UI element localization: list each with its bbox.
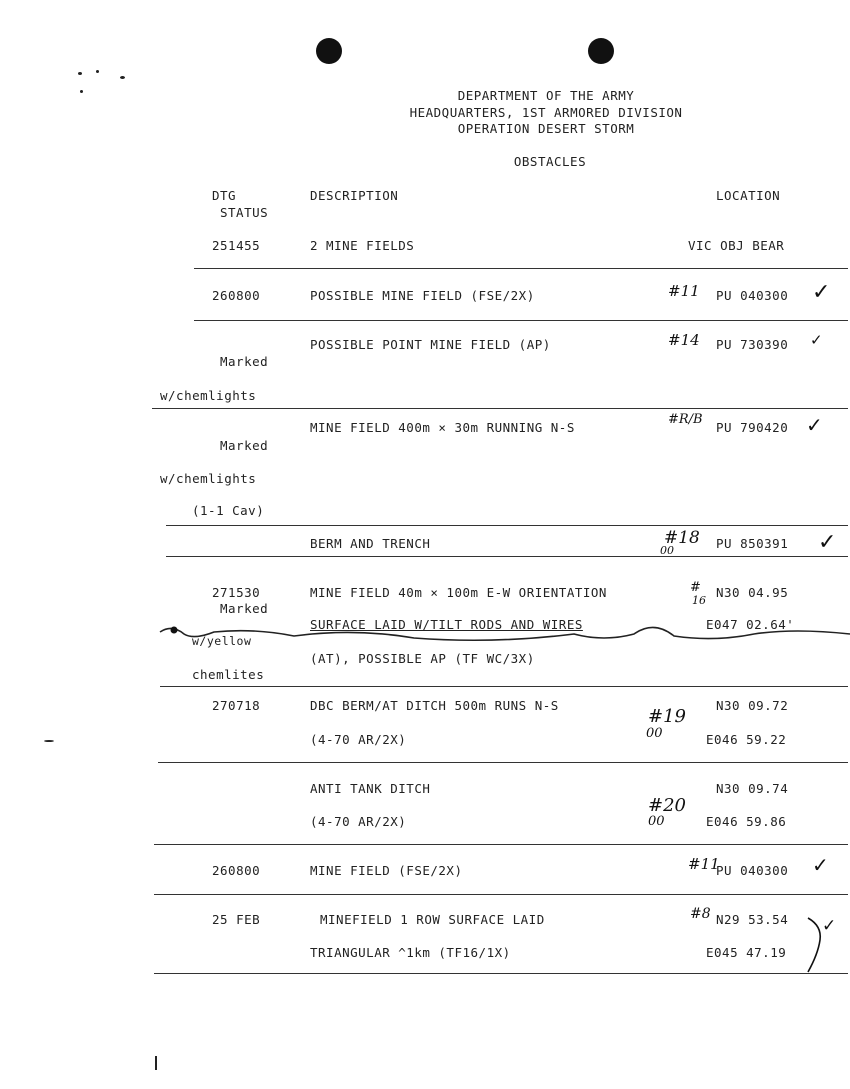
- row4-desc: MINE FIELD 400m × 30m RUNNING N-S: [310, 420, 575, 435]
- row4-loc: PU 790420: [716, 420, 789, 435]
- hq-line: HEADQUARTERS, 1ST ARMORED DIVISION: [409, 105, 683, 120]
- row8-desc-1: ANTI TANK DITCH: [310, 781, 431, 796]
- row7-desc-2: (4-70 AR/2X): [310, 732, 407, 747]
- punch-hole-left: [316, 38, 342, 64]
- row9-loc: PU 040300: [716, 863, 789, 878]
- row6-note-sub: 16: [692, 594, 706, 607]
- row6-dtg: 271530: [212, 585, 261, 600]
- row2-note: #11: [668, 282, 700, 300]
- row2-desc: POSSIBLE MINE FIELD (FSE/2X): [310, 288, 535, 303]
- row-divider: [154, 844, 848, 845]
- row3-note: #14: [668, 331, 700, 349]
- row7-loc-1: N30 09.72: [716, 698, 789, 713]
- dept-line: DEPARTMENT OF THE ARMY: [457, 88, 635, 103]
- row-divider: [166, 525, 848, 526]
- row6-loc-1: N30 04.95: [716, 585, 789, 600]
- row5-desc: BERM AND TRENCH: [310, 536, 431, 551]
- row8-loc-2: E046 59.86: [706, 814, 787, 829]
- row5-note: #18: [664, 528, 700, 548]
- row9-note: #11: [688, 855, 720, 873]
- row2-dtg: 260800: [212, 288, 261, 303]
- row-divider: [154, 894, 848, 895]
- row2-check: ✓: [812, 280, 831, 305]
- row-divider: [194, 320, 848, 321]
- row7-loc-2: E046 59.22: [706, 732, 787, 747]
- row4-status-1: Marked: [220, 438, 269, 453]
- scan-speck: [80, 90, 83, 93]
- punch-hole-right: [588, 38, 614, 64]
- row3-loc: PU 730390: [716, 337, 789, 352]
- page-title: OBSTACLES: [513, 154, 587, 169]
- handwritten-scribble: [160, 620, 850, 640]
- row8-note: #20: [648, 795, 686, 816]
- row8-desc-2: (4-70 AR/2X): [310, 814, 407, 829]
- row4-note: #R/B: [668, 412, 703, 427]
- row6-status-3: chemlites: [192, 667, 265, 682]
- scan-speck: [44, 740, 54, 742]
- row4-status-2: w/chemlights: [160, 471, 257, 486]
- row6-status-1: Marked: [220, 601, 269, 616]
- row-divider: [160, 686, 848, 687]
- row6-status-2: w/yellow: [192, 634, 252, 648]
- scan-speck: [78, 72, 82, 75]
- row7-desc-1: DBC BERM/AT DITCH 500m RUNS N-S: [310, 698, 559, 713]
- row6-desc-2: SURFACE LAID W/TILT RODS AND WIRES: [310, 617, 583, 632]
- row8-note-sub: 00: [648, 814, 665, 829]
- col-location: LOCATION: [716, 188, 781, 203]
- col-description: DESCRIPTION: [310, 188, 399, 203]
- row3-check: ✓: [810, 331, 824, 349]
- row7-note-sub: 00: [646, 726, 663, 741]
- row4-check: ✓: [806, 413, 824, 437]
- row4-status-3: (1-1 Cav): [192, 503, 265, 518]
- row1-loc: VIC OBJ BEAR: [688, 238, 785, 253]
- col-dtg: DTG: [212, 188, 237, 203]
- row-divider: [166, 556, 848, 557]
- col-status: STATUS: [220, 205, 269, 220]
- row10-note: #8: [690, 906, 711, 922]
- scan-speck: [155, 1056, 157, 1070]
- row-divider: [158, 762, 848, 763]
- row1-dtg: 251455: [212, 238, 261, 253]
- row10-desc-1: MINEFIELD 1 ROW SURFACE LAID: [320, 912, 545, 927]
- row9-desc: MINE FIELD (FSE/2X): [310, 863, 463, 878]
- row7-dtg: 270718: [212, 698, 261, 713]
- row6-loc-2: E047 02.64': [706, 617, 795, 632]
- row7-note: #19: [648, 706, 686, 727]
- row10-dtg: 25 FEB: [212, 912, 261, 927]
- row3-desc: POSSIBLE POINT MINE FIELD (AP): [310, 337, 551, 352]
- row1-desc: 2 MINE FIELDS: [310, 238, 415, 253]
- scan-speck: [120, 76, 125, 79]
- row10-loc-2: E045 47.19: [706, 945, 787, 960]
- row2-loc: PU 040300: [716, 288, 789, 303]
- row9-dtg: 260800: [212, 863, 261, 878]
- row6-desc-3: (AT), POSSIBLE AP (TF WC/3X): [310, 651, 535, 666]
- scan-speck: [96, 70, 99, 73]
- operation-line: OPERATION DESERT STORM: [457, 121, 635, 136]
- row5-note-sub: 00: [660, 544, 674, 557]
- row10-loc-1: N29 53.54: [716, 912, 789, 927]
- row10-desc-2: TRIANGULAR ^1km (TF16/1X): [310, 945, 511, 960]
- row-divider: [194, 268, 848, 269]
- row6-desc-1: MINE FIELD 40m × 100m E-W ORIENTATION: [310, 585, 607, 600]
- row5-loc: PU 850391: [716, 536, 789, 551]
- row9-check: ✓: [812, 853, 830, 877]
- row5-check: ✓: [818, 530, 837, 555]
- row3-status-2: w/chemlights: [160, 388, 257, 403]
- row-divider: [152, 408, 848, 409]
- row-divider: [154, 973, 848, 974]
- row10-check: ✓: [822, 916, 837, 936]
- row6-note: #: [690, 580, 701, 595]
- row8-loc-1: N30 09.74: [716, 781, 789, 796]
- row3-status-1: Marked: [220, 354, 269, 369]
